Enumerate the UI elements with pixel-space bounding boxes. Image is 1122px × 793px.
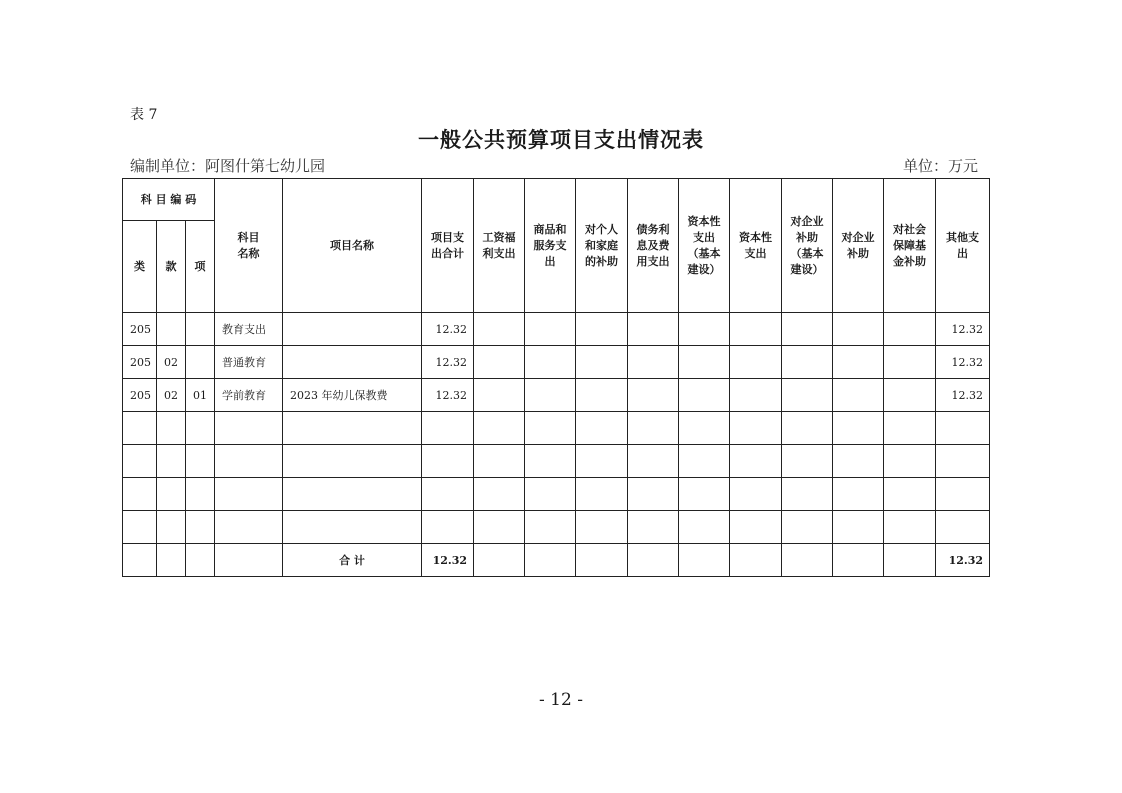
header-capital: 资本性 支出 bbox=[730, 179, 782, 313]
cell-subject-name: 教育支出 bbox=[215, 313, 283, 346]
header-personal-subsidy: 对个人 和家庭 的补助 bbox=[576, 179, 628, 313]
header-kuan: 款 bbox=[157, 221, 186, 313]
cell-xiang: 01 bbox=[186, 379, 215, 412]
header-enterprise-basic: 对企业 补助 （基本 建设） bbox=[782, 179, 833, 313]
cell-project-name bbox=[283, 346, 422, 379]
empty-row bbox=[123, 511, 990, 544]
cell-other: 12.32 bbox=[936, 313, 990, 346]
cell-xiang bbox=[186, 313, 215, 346]
expenditure-table bbox=[122, 178, 990, 577]
cell-total: 12.32 bbox=[422, 346, 474, 379]
cell-lei: 205 bbox=[123, 346, 157, 379]
empty-row bbox=[123, 412, 990, 445]
cell-total: 12.32 bbox=[422, 313, 474, 346]
page-number: - 12 - bbox=[539, 690, 583, 710]
header-xiang: 项 bbox=[186, 221, 215, 313]
cell-subject-name: 普通教育 bbox=[215, 346, 283, 379]
header-subject-code: 科 目 编 码 bbox=[123, 179, 215, 221]
cell-kuan: 02 bbox=[157, 346, 186, 379]
header-social-security: 对社会 保障基 金补助 bbox=[884, 179, 936, 313]
header-enterprise: 对企业 补助 bbox=[833, 179, 884, 313]
table-row bbox=[123, 313, 990, 346]
cell-other: 12.32 bbox=[936, 379, 990, 412]
cell-subject-name: 学前教育 bbox=[215, 379, 283, 412]
cell-other: 12.32 bbox=[936, 346, 990, 379]
total-amount: 12.32 bbox=[422, 544, 474, 577]
total-label: 合 计 bbox=[283, 544, 422, 577]
header-subject-name: 科目 名称 bbox=[215, 179, 283, 313]
cell-lei: 205 bbox=[123, 313, 157, 346]
cell-project-name bbox=[283, 313, 422, 346]
cell-project-name: 2023 年幼儿保教费 bbox=[283, 379, 422, 412]
table-number: 表 7 bbox=[130, 107, 158, 123]
cell-kuan bbox=[157, 313, 186, 346]
page-title: 一般公共预算项目支出情况表 bbox=[418, 128, 704, 152]
empty-row bbox=[123, 478, 990, 511]
table-row bbox=[123, 379, 990, 412]
empty-row bbox=[123, 445, 990, 478]
total-other: 12.32 bbox=[936, 544, 990, 577]
cell-kuan: 02 bbox=[157, 379, 186, 412]
table-row bbox=[123, 346, 990, 379]
header-wages: 工资福 利支出 bbox=[474, 179, 525, 313]
header-project-name: 项目名称 bbox=[283, 179, 422, 313]
header-lei: 类 bbox=[123, 221, 157, 313]
header-goods-services: 商品和 服务支 出 bbox=[525, 179, 576, 313]
header-project-total: 项目支 出合计 bbox=[422, 179, 474, 313]
header-capital-basic: 资本性 支出 （基本 建设） bbox=[679, 179, 730, 313]
cell-total: 12.32 bbox=[422, 379, 474, 412]
cell-xiang bbox=[186, 346, 215, 379]
currency-unit: 单位：万元 bbox=[903, 157, 979, 175]
header-debt-interest: 债务利 息及费 用支出 bbox=[628, 179, 679, 313]
cell-lei: 205 bbox=[123, 379, 157, 412]
compiling-unit: 编制单位：阿图什第七幼儿园 bbox=[130, 157, 326, 175]
total-row bbox=[123, 544, 990, 577]
header-other: 其他支 出 bbox=[936, 179, 990, 313]
